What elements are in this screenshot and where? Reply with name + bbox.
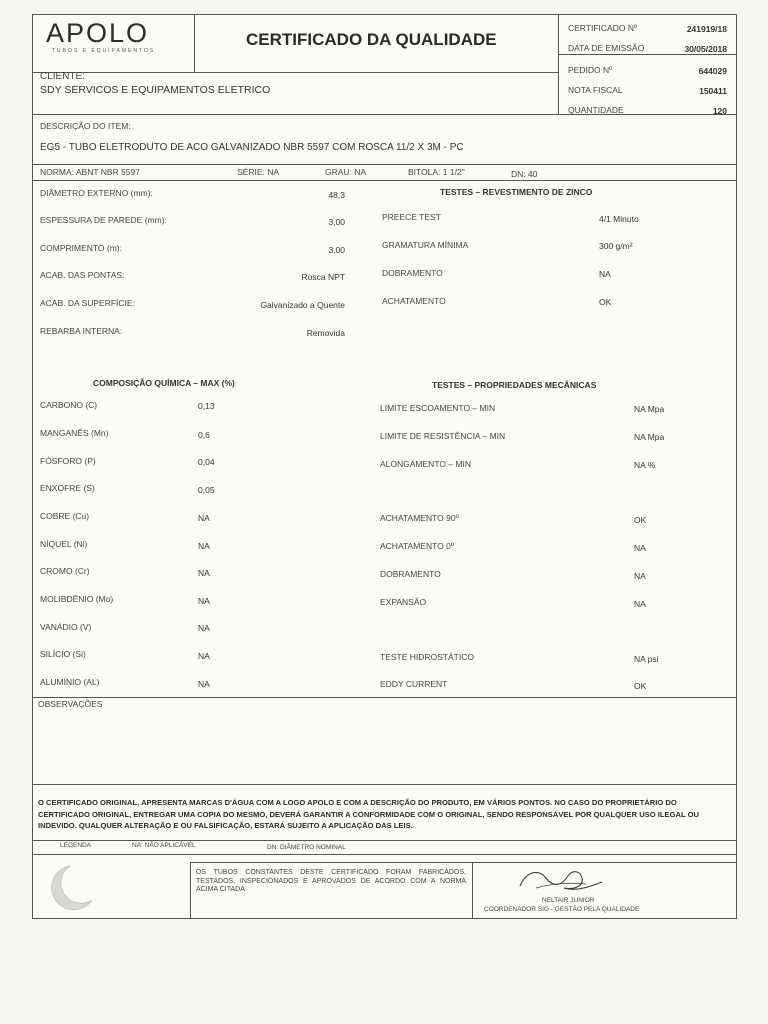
invoice-label: NOTA FISCAL	[568, 85, 623, 95]
header-bottom-line	[32, 72, 558, 73]
mechanical-value: OK	[634, 515, 647, 525]
company-logo: APOLO	[46, 18, 150, 48]
zinc-test-label: GRAMATURA MÍNIMA	[382, 240, 469, 250]
chemical-label: ALUMÍNIO (AL)	[40, 677, 100, 687]
mechanical-label: LIMITE ESCOAMENTO – MIN	[380, 403, 496, 413]
mechanical-label: EDDY CURRENT	[380, 679, 448, 689]
quantity-value: 120	[712, 106, 727, 116]
chemical-label: SILÍCIO (Si)	[40, 649, 86, 659]
chemical-label: MANGANÊS (Mn)	[40, 428, 109, 438]
mechanical-value: NA psi	[634, 654, 659, 664]
border-right	[736, 14, 737, 918]
zinc-test-value: 4/1 Minuto	[599, 214, 639, 224]
dimension-label: ACAB. DAS PONTAS:	[40, 270, 125, 280]
chemical-label: CARBONO (C)	[40, 400, 98, 410]
chemical-value: NA	[198, 623, 210, 633]
footer-statement: OS TUBOS CONSTANTES DESTE CERTIFICADO FORAM FABRICADOS, TESTADOS, INSPECIONADOS E APROVADOS DE ACORDO COM A NORMA ACIMA CITADA	[196, 869, 466, 893]
bitola-field: BITOLA: 1 1/2"	[408, 167, 465, 177]
mechanical-value: NA Mpa	[634, 432, 665, 442]
legend-na: NA: NÃO APLICÁVEL	[132, 842, 196, 849]
chemical-value: NA	[198, 541, 210, 551]
invoice-value: 150411	[699, 86, 727, 96]
mechanical-value: NA Mpa	[634, 404, 665, 414]
chemical-value: 0,05	[198, 485, 215, 495]
client-name: SDY SERVICOS E EQUIPAMENTOS ELETRICO	[40, 84, 271, 96]
issue-date-label: DATA DE EMISSÃO	[568, 43, 645, 53]
mechanical-value: NA	[634, 571, 646, 581]
client-label: CLIENTE:	[40, 71, 86, 82]
legend-dn: DN: DIÂMETRO NOMINAL	[267, 844, 346, 851]
serie-field: SÉRIE: NA	[237, 167, 280, 177]
chemical-label: CROMO (Cr)	[40, 566, 90, 576]
dimension-value: Galvanizado a Quente	[260, 300, 345, 310]
mechanical-label: DOBRAMENTO	[380, 569, 441, 579]
mechanical-label: ACHATAMENTO 90º	[380, 513, 459, 523]
dn-field: DN: 40	[511, 169, 538, 179]
dimension-value: Removida	[306, 328, 345, 338]
footer-top-line	[190, 862, 736, 863]
item-description: EG5 - TUBO ELETRODUTO DE ACO GALVANIZADO NBR 5597 COM ROSCA 11/2 X 3M - PC	[40, 142, 464, 153]
header-divider-right	[558, 14, 559, 114]
chemical-value: NA	[198, 568, 210, 578]
chemical-value: NA	[198, 679, 210, 689]
dimension-label: ESPESSURA DE PAREDE (mm):	[40, 215, 167, 225]
signer-role: COORDENADOR SIG - GESTÃO PELA QUALIDADE	[484, 906, 640, 913]
header-divider-left	[194, 14, 195, 72]
dimension-value: 3,00	[328, 245, 345, 255]
chemical-label: FÓSFORO (P)	[40, 456, 96, 466]
footer-divider-right	[472, 862, 473, 918]
issue-date-value: 30/05/2018	[684, 44, 727, 54]
item-norma-line	[32, 164, 737, 165]
client-bottom-line	[32, 114, 737, 115]
dimension-label: COMPRIMENTO (m):	[40, 243, 123, 253]
zinc-test-label: ACHATAMENTO	[382, 296, 446, 306]
observations-bottom-line	[32, 784, 737, 785]
mechanical-value: NA	[634, 543, 646, 553]
chemical-value: 0,04	[198, 457, 215, 467]
mechanical-value: NA	[634, 599, 646, 609]
zinc-tests-title: TESTES – REVESTIMENTO DE ZINCO	[440, 187, 593, 197]
footer-divider-left	[190, 862, 191, 918]
chemical-value: 0,6	[198, 430, 210, 440]
dimension-label: ACAB. DA SUPERFÍCIE:	[40, 298, 135, 308]
page-title: CERTIFICADO DA QUALIDADE	[246, 30, 497, 49]
warning-bottom-line	[32, 840, 737, 841]
chemical-value: 0,13	[198, 401, 215, 411]
header-fields-line	[558, 54, 736, 55]
chemical-label: VANÁDIO (V)	[40, 622, 92, 632]
border-left	[32, 14, 33, 918]
legend-bottom-line	[32, 854, 737, 855]
dimension-label: DIÂMETRO EXTERNO (mm):	[40, 188, 153, 198]
chemical-value: NA	[198, 651, 210, 661]
legend-label: LEGENDA	[60, 842, 92, 849]
certificate-number-label: CERTIFICADO Nº	[568, 23, 638, 33]
norma-bottom-line	[32, 180, 737, 181]
signer-name: NELTAIR JUNIOR	[542, 897, 595, 904]
observations-label: OBSERVAÇÕES	[38, 699, 103, 709]
mechanical-title: TESTES – PROPRIEDADES MECÂNICAS	[432, 380, 597, 390]
quantity-label: QUANTIDADE	[568, 105, 624, 115]
border-bottom	[32, 918, 737, 919]
authenticity-warning: O CERTIFICADO ORIGINAL, APRESENTA MARCAS D'ÁGUA COM A LOGO APOLO E COM A DESCRIÇÃO DO PRODUTO, EM VÁRIOS PONTOS. NO CASO DO PROPRIETÁRIO DO CERTIFICADO ORIGINAL, ENTREGAR UMA COPIA DO MESMO, DEVERÁ GARANTIR A CONFORMIDADE COM O ORIGINAL, SENDO RESPONSÁVEL POR QUALQUER USO ILEGAL OU INDEVIDO. QUALQUER ALTERAÇÃO E OU FALSIFICAÇÃO, ESTARÁ SUJEITO A APLICAÇÃO DAS LEIS.	[38, 798, 699, 830]
company-seal-icon	[40, 862, 98, 919]
chemical-label: COBRE (Cu)	[40, 511, 90, 521]
grau-field: GRAU: NA	[325, 167, 367, 177]
chemical-label: NÍQUEL (Ni)	[40, 539, 88, 549]
chemical-label: ENXOFRE (S)	[40, 483, 95, 493]
mechanical-label: ACHATAMENTO 0º	[380, 541, 454, 551]
norma-field: NORMA: ABNT NBR 5597	[40, 167, 140, 177]
mechanical-label: EXPANSÃO	[380, 597, 427, 607]
border-top	[32, 14, 737, 15]
dimension-value: 3,00	[328, 217, 345, 227]
zinc-test-value: OK	[599, 297, 612, 307]
mechanical-label: TESTE HIDROSTÁTICO	[380, 652, 474, 662]
zinc-test-value: 300 g/m²	[599, 241, 633, 251]
mechanical-value: OK	[634, 681, 647, 691]
certificate-number-value: 241919/18	[686, 24, 727, 34]
chemical-value: NA	[198, 596, 210, 606]
chemical-label: MOLIBDÊNIO (Mo)	[40, 594, 114, 604]
signature-icon	[516, 864, 606, 901]
mechanical-value: NA %	[634, 460, 656, 470]
company-logo-subtext: TUBOS E EQUIPAMENTOS	[52, 48, 156, 54]
order-number-value: 644029	[698, 66, 727, 76]
observations-top-line	[32, 697, 737, 698]
dimension-value: Rosca NPT	[301, 272, 345, 282]
certificate-sheet	[32, 14, 737, 918]
zinc-test-label: PREECE TEST	[382, 212, 441, 222]
mechanical-label: ALONGAMENTO – MIN	[380, 459, 471, 469]
dimension-value: 48,3	[328, 190, 345, 200]
mechanical-label: LIMITE DE RESISTÊNCIA – MIN	[380, 431, 506, 441]
item-description-label: DESCRIÇÃO DO ITEM:	[40, 121, 131, 131]
order-number-label: PEDIDO Nº	[568, 65, 613, 75]
dimension-label: REBARBA INTERNA:	[40, 326, 123, 336]
zinc-test-value: NA	[599, 269, 611, 279]
zinc-test-label: DOBRAMENTO	[382, 268, 443, 278]
chemical-title: COMPOSIÇÃO QUÍMICA – MAX (%)	[93, 378, 235, 388]
chemical-value: NA	[198, 513, 210, 523]
